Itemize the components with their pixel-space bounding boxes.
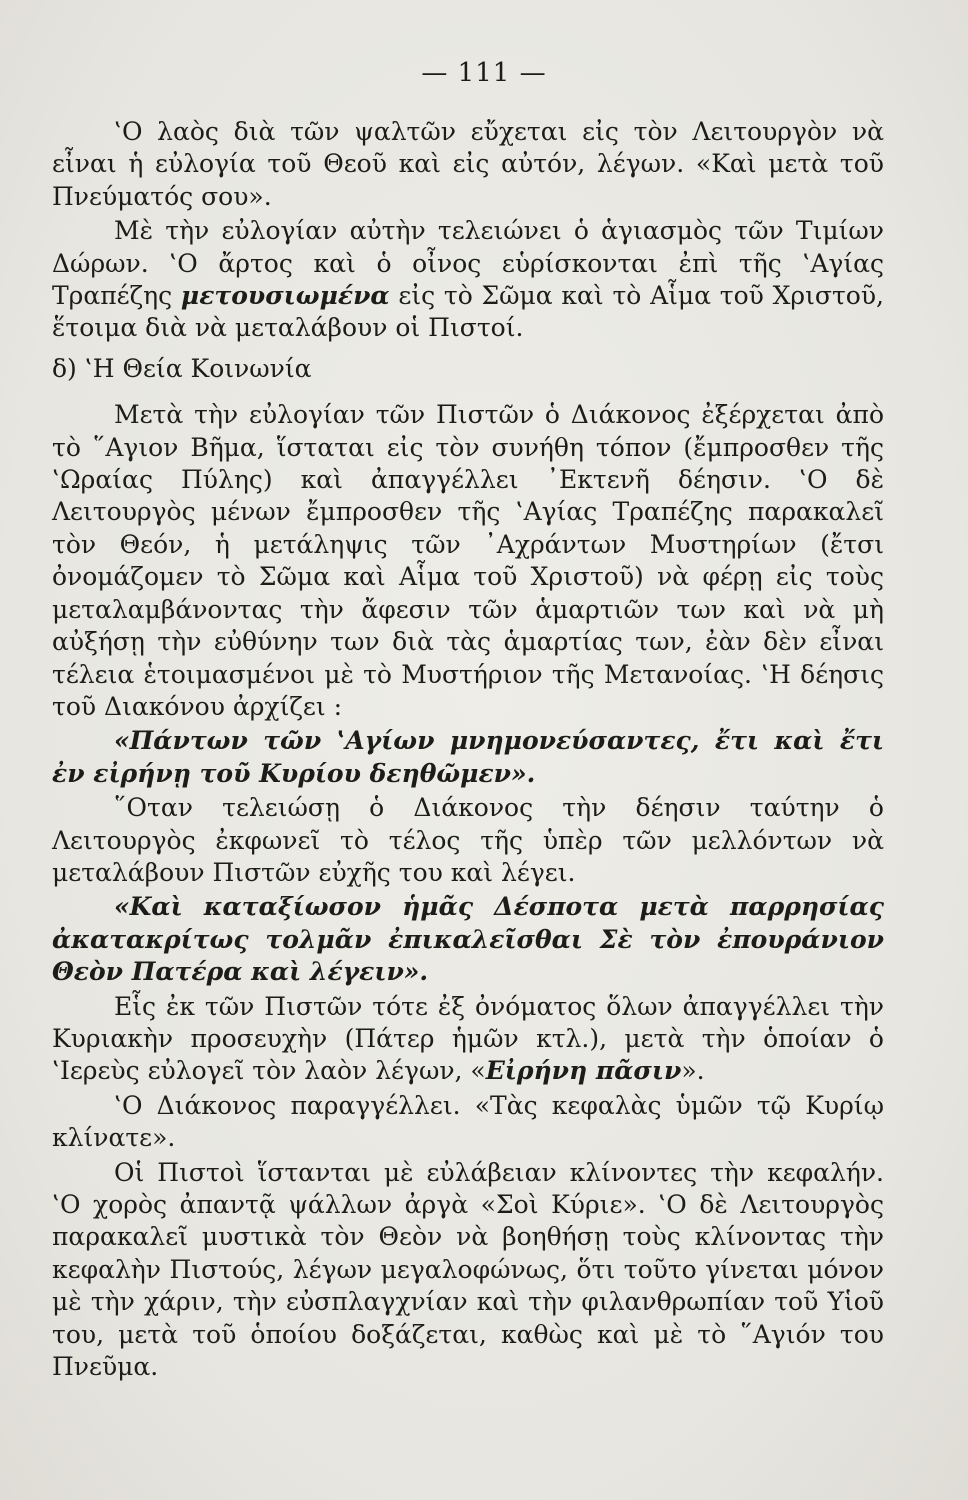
paragraph-2-text-a: Μὲ τὴν εὐλογίαν αὐτὴν τελειώνει ὁ ἁγιασμὸς τῶν Τιμίων Δώρων. ‛Ο ἄρτος καὶ ὁ οἶνος εὑρίσκονται ἐπὶ τῆς ‛Αγίας Τραπέζης bbox=[52, 216, 884, 311]
paragraph-8: ‛Ο Διάκονος παραγγέλλει. «Τὰς κεφαλὰς ὑμῶν τῷ Κυρίῳ κλίνατε». bbox=[52, 1090, 884, 1153]
page-number: — 111 — bbox=[421, 58, 547, 88]
paragraph-7-text-c: ». bbox=[681, 1056, 705, 1086]
page-body bbox=[52, 116, 884, 1385]
paragraph-3: Μετὰ τὴν εὐλογίαν τῶν Πιστῶν ὁ Διάκονος ἐξέρχεται ἀπὸ τὸ ῞Αγιον Βῆμα, ἵσταται εἰς τὸν συνήθη τόπον (ἔμπροσθεν τῆς ‛Ωραίας Πύλης) καὶ ἀπαγγέλλει ᾿Εκτενῆ δέησιν. ‛Ο δὲ Λειτουργὸς μένων ἔμπροσθεν τῆς ‛Αγίας Τραπέζης παρακαλεῖ τὸν Θεόν, ἡ μετάληψις τῶν ᾿Αχράντων Μυστηρίων (ἔτσι ὀνομάζομεν τὸ Σῶμα καὶ Αἷμα τοῦ Χριστοῦ) νὰ φέρῃ εἰς τοὺς μεταλαμβάνοντας τὴν ἄφεσιν τῶν ἁμαρτιῶν των καὶ νὰ μὴ αὐξήσῃ τὴν εὐθύνην των διὰ τὰς ἁμαρτίας των, ἐὰν δὲν εἶναι τέλεια ἑτοιμασμένοι μὲ τὸ Μυστήριον τῆς Μετανοίας. ‛Η δέησις τοῦ Διακόνου ἀρχίζει : bbox=[52, 400, 884, 721]
paragraph-2 bbox=[52, 215, 884, 345]
paragraph-2-emphasis: μετουσιωμένα bbox=[180, 281, 390, 311]
paragraph-7-emphasis: Εἰρήνη πᾶσιν bbox=[485, 1056, 682, 1086]
paragraph-9: Οἱ Πιστοὶ ἵστανται μὲ εὐλάβειαν κλίνοντες τὴν κεφαλήν. ‛Ο χορὸς ἀπαντᾷ ψάλλων ἀργὰ «Σοὶ Κύριε». ‛Ο δὲ Λειτουργὸς παρακαλεῖ μυστικὰ τὸν Θεὸν νὰ βοηθήσῃ τοὺς κλίνοντας τὴν κεφαλὴν Πιστούς, λέγων μεγαλοφώνως, ὅτι τοῦτο γίνεται μόνον μὲ τὴν χάριν, τὴν εὐσπλαγχνίαν καὶ τὴν φιλανθρωπίαν τοῦ Υἱοῦ του, μετὰ τοῦ ὁποίου δοξάζεται, καθὼς καὶ μὲ τὸ ῞Αγιόν του Πνεῦμα. bbox=[52, 1157, 884, 1382]
paragraph-4-quote: «Πάντων τῶν ‛Αγίων μνημονεύσαντες, ἔτι καὶ ἔτι ἐν εἰρήνῃ τοῦ Κυρίου δεηθῶμεν». bbox=[52, 726, 884, 788]
paragraph-7 bbox=[52, 991, 884, 1088]
section-heading: δ) ‛Η Θεία Κοινωνία bbox=[52, 353, 312, 383]
paragraph-5: ῞Οταν τελειώσῃ ὁ Διάκονος τὴν δέησιν ταύτην ὁ Λειτουργὸς ἐκφωνεῖ τὸ τέλος τῆς ὑπὲρ τῶν μελλόντων νὰ μεταλάβουν Πιστῶν εὐχῆς του καὶ λέγει. bbox=[52, 793, 884, 887]
paragraph-7-text-a: Εἷς ἐκ τῶν Πιστῶν τότε ἐξ ὀνόματος ὅλων ἀπαγγέλλει τὴν Κυριακὴν προσευχὴν (Πάτερ ἡμῶν κτλ.), μετὰ τὴν ὁποίαν ὁ ‛Ιερεὺς εὐλογεῖ τὸν λαὸν λέγων, « bbox=[52, 991, 884, 1086]
paragraph-1: ‛Ο λαὸς διὰ τῶν ψαλτῶν εὔχεται εἰς τὸν Λειτουργὸν νὰ εἶναι ἡ εὐλογία τοῦ Θεοῦ καὶ εἰς αὐτόν, λέγων. «Καὶ μετὰ τοῦ Πνεύματός σου». bbox=[52, 117, 884, 211]
paragraph-2-text-c: εἰς τὸ Σῶμα καὶ τὸ Αἷμα τοῦ Χριστοῦ, ἕτοιμα διὰ νὰ μεταλάβουν οἱ Πιστοί. bbox=[52, 281, 884, 343]
paragraph-6-quote: «Καὶ καταξίωσον ἡμᾶς Δέσποτα μετὰ παρρησίας ἀκατακρίτως τολμᾶν ἐπικαλεῖσθαι Σὲ τὸν ἐπουράνιον Θεὸν Πατέρα καὶ λέγειν». bbox=[52, 892, 884, 987]
